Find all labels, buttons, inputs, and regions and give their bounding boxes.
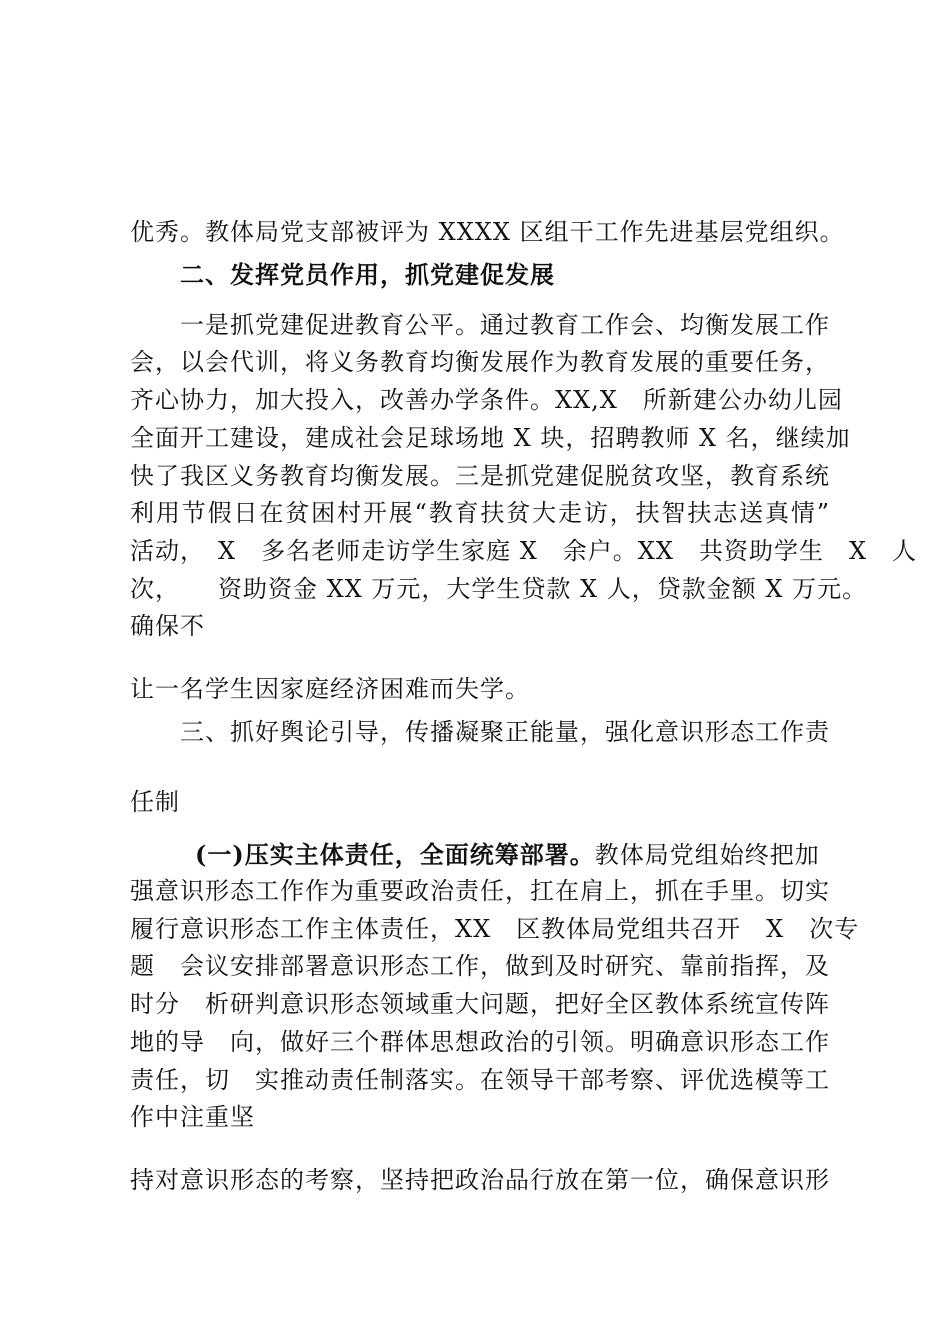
subsection-line — [195, 840, 835, 870]
section-heading-2: 二、发挥党员作用，抓党建促发展 — [180, 261, 555, 289]
section-heading-3-continued: 任制 — [130, 788, 180, 816]
body-line: 地的导 向，做好三个群体思想政治的引领。明确意识形态工作 — [130, 1028, 830, 1056]
body-line: 快了我区义务教育均衡发展。三是抓党建促脱贫攻坚，教育系统 — [130, 462, 830, 490]
body-line: 责任，切 实推动责任制落实。在领导干部考察、评优选模等工 — [130, 1066, 830, 1094]
body-line: 一是抓党建促进教育公平。通过教育工作会、均衡发展工作 — [180, 311, 830, 339]
body-line: 时分 析研判意识形态领域重大问题，把好全区教体系统宣传阵 — [130, 990, 830, 1018]
body-line: 履行意识形态工作主体责任，XX 区教体局党组共召开 X 次专 — [130, 915, 860, 943]
body-text: 教体局党组始终把加 — [594, 841, 820, 869]
body-line: 齐心协力，加大投入，改善办学条件。XX,X 所新建公办幼儿园 — [130, 386, 843, 414]
body-line: 确保不 — [130, 612, 205, 640]
body-line: 全面开工建设，建成社会足球场地 X 块，招聘教师 X 名，继续加 — [130, 424, 851, 452]
body-line: 作中注重坚 — [130, 1103, 255, 1131]
body-line: 题 会议安排部署意识形态工作，做到及时研究、靠前指挥，及 — [130, 952, 830, 980]
body-line: 次， 资助资金 XX 万元，大学生贷款 X 人，贷款金额 X 万元。 — [130, 575, 868, 603]
body-line: 持对意识形态的考察，坚持把政治品行放在第一位，确保意识形 — [130, 1166, 830, 1194]
subsection-heading-1: (一)压实主体责任，全面统筹部署。 — [195, 840, 595, 869]
body-line: 让一名学生因家庭经济困难而失学。 — [130, 675, 530, 703]
body-line: 活动， X 多名老师走访学生家庭 X 余户。XX 共资助学生 X 人 — [130, 537, 918, 565]
section-heading-3: 三、抓好舆论引导，传播凝聚正能量，强化意识形态工作责 — [180, 718, 830, 746]
body-line: 利用节假日在贫困村开展“教育扶贫大走访，扶智扶志送真情” — [130, 499, 830, 527]
body-line: 会，以会代训，将义务教育均衡发展作为教育发展的重要任务， — [130, 348, 830, 376]
body-line: 强意识形态工作作为重要政治责任，扛在肩上，抓在手里。切实 — [130, 877, 830, 905]
body-line: 优秀。教体局党支部被评为 XXXX 区组干工作先进基层党组织。 — [130, 218, 845, 246]
